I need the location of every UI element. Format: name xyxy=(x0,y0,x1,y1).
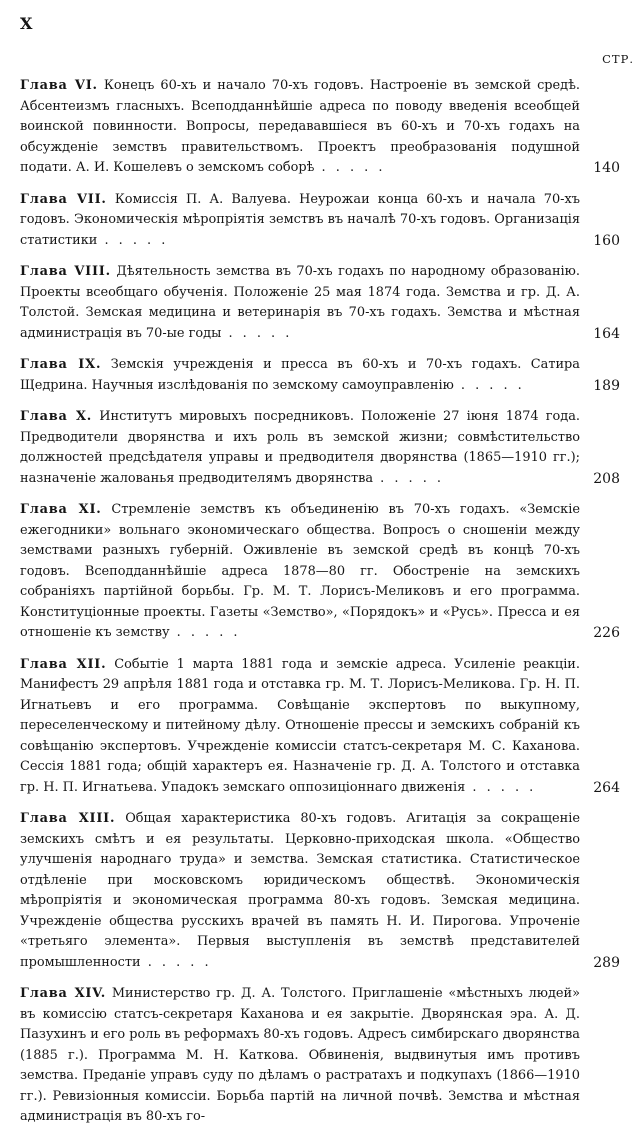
toc-entry xyxy=(20,984,620,1128)
chapter-label: Глава XII. xyxy=(20,656,107,672)
toc-entry xyxy=(20,76,620,179)
chapter-label: Глава VI. xyxy=(20,78,98,93)
chapter-summary: Конецъ 60-хъ и начало 70-хъ годовъ. Настроеніе въ земской средѣ. Абсентеизмъ гласныхъ. Всеподданнѣйшіе адреса по поводу введенія всеобщей воинской повинности. Вопросы, передававшіеся въ 60-хъ и 70-хъ годахъ на обсужденіе земствъ правительствомъ. Проектъ преобразованія подушной подати. А. И. Кошелевъ о земскомъ соборѣ xyxy=(20,78,580,175)
dot-leader: . . . . . xyxy=(97,232,169,248)
toc-entry xyxy=(20,355,620,396)
chapter-label: Глава IX. xyxy=(20,357,102,372)
dot-leader: . . . . . xyxy=(221,325,293,341)
chapter-summary: Комиссія П. А. Валуева. Неурожаи конца 60-хъ и начала 70-хъ годовъ. Экономическія мѣропріятія земствъ въ началѣ 70-хъ годовъ. Организація статистики xyxy=(20,191,580,248)
toc-entry xyxy=(20,262,620,344)
chapter-summary: Общая характеристика 80-хъ годовъ. Агитація за сокращеніе земскихъ смѣтъ и ея результаты. Церковно-приходская школа. «Общество улучшенія народнаго труда» и земства. Земская статистика. Статистическое отдѣленіе при московскомъ юридическомъ обществѣ. Экономическія мѣропріятія и экономическая программа 80-хъ годовъ. Земская медицина. Учрежденіе общества русскихъ врачей въ память Н. И. Пирогова. Упроченіе «третьяго элемента». Первыя выступленія въ земствѣ представителей промышленности xyxy=(20,811,580,970)
page-column-header: СТР. xyxy=(602,52,634,66)
toc-entry xyxy=(20,809,620,973)
toc-entry xyxy=(20,407,620,489)
chapter-page-number: 160 xyxy=(593,232,620,249)
dot-leader: . . . . . xyxy=(314,160,386,175)
dot-leader: . . . . . xyxy=(140,954,212,970)
toc-entry-text xyxy=(20,355,620,396)
chapter-page-number: 164 xyxy=(593,325,620,342)
chapter-summary: Стремленіе земствъ къ объединенію въ 70-хъ годахъ. «Земскіе ежегодники» вольнаго экономическаго общества. Вопросъ о сношеніи между земствами разныхъ губерній. Оживленіе въ земской средѣ въ концѣ 70-хъ годовъ. Всеподданнѣйшіе адреса 1878—80 гг. Обостреніе на земскихъ собраніяхъ партійной борьбы. Гр. М. Т. Лорисъ-Меликовъ и его программа. Конституціонные проекты. Газеты «Земство», «Порядокъ» и «Русь». Пресса и ея отношеніе къ земству xyxy=(20,502,580,640)
chapter-label: Глава XIV. xyxy=(20,986,107,1001)
chapter-summary: Событіе 1 марта 1881 года и земскіе адреса. Усиленіе реакціи. Манифестъ 29 апрѣля 1881 года и отставка гр. М. Т. Лорисъ-Меликова. Гр. Н. П. Игнатьевъ и его программа. Совѣщаніе экспертовъ по выкупному, переселенческому и питейному дѣлу. Отношеніе прессы и земскихъ собраній къ совѣщанію экспертовъ. Учрежденіе комиссіи статсъ-секретаря М. С. Каханова. Сессія 1881 года; общій характеръ ея. Назначеніе гр. Д. А. Толстого и отставка гр. Н. П. Игнатьева. Упадокъ земскаго оппозиціоннаго движенія xyxy=(20,656,581,795)
toc-entry-text xyxy=(20,809,620,973)
chapter-summary: Министерство гр. Д. А. Толстого. Приглашеніе «мѣстныхъ людей» въ комиссію статсъ-секретаря Каханова и ея закрытіе. Дворянская эра. А. Д. Пазухинъ и его роль въ реформахъ 80-хъ годовъ. Адресъ симбирскаго дворянства (1885 г.). Программа М. Н. Каткова. Обвиненія, выдвинутыя имъ противъ земства. Преданіе управъ суду по дѣламъ о растратахъ и подкупахъ (1866—1910 гг.). Ревизіонныя комиссіи. Борьба партій на личной почвѣ. Земства и мѣстная администрація въ 80-хъ го- xyxy=(20,986,580,1124)
chapter-label: Глава VIII. xyxy=(20,264,111,279)
dot-leader: . . . . . xyxy=(373,470,445,486)
chapter-page-number: 289 xyxy=(593,954,620,971)
toc-entry-text xyxy=(20,76,620,179)
toc-entry-text xyxy=(20,984,620,1128)
dot-leader: . . . . . xyxy=(453,377,525,393)
dot-leader: . . . . . xyxy=(465,779,537,795)
toc-entry xyxy=(20,655,620,799)
table-of-contents xyxy=(20,76,620,1139)
toc-entry xyxy=(20,500,620,644)
toc-entry-text xyxy=(20,655,620,799)
toc-entry xyxy=(20,190,620,252)
chapter-label: Глава XIII. xyxy=(20,811,116,826)
chapter-page-number: 226 xyxy=(593,625,620,641)
dot-leader: . . . . . xyxy=(169,625,241,640)
toc-entry-text xyxy=(20,407,620,489)
chapter-summary: Земскія учрежденія и пресса въ 60-хъ и 70-хъ годахъ. Сатира Щедрина. Научныя изслѣдованія по земскому самоуправленію xyxy=(20,357,580,393)
chapter-summary: Институтъ мировыхъ посредниковъ. Положеніе 27 іюня 1874 года. Предводители дворянства и ихъ роль въ земской жизни; совмѣстительство должностей предсѣдателя управы и предводителя дворянства (1865—1910 гг.); назначеніе жалованья предводителямъ дворянства xyxy=(20,409,580,486)
chapter-page-number: 140 xyxy=(593,160,620,176)
chapter-page-number: 264 xyxy=(593,779,620,796)
chapter-summary: Дѣятельность земства въ 70-хъ годахъ по народному образованію. Проекты всеобщаго обученія. Положеніе 25 мая 1874 года. Земства и гр. Д. А. Толстой. Земская медицина и ветеринарія въ 70-хъ годахъ. Земства и мѣстная администрація въ 70-ые годы xyxy=(20,264,580,341)
toc-entry-text xyxy=(20,190,620,252)
chapter-page-number: 189 xyxy=(593,377,620,394)
chapter-label: Глава X. xyxy=(20,409,93,424)
page-number: X xyxy=(20,14,34,33)
toc-entry-text xyxy=(20,262,620,344)
chapter-label: Глава VII. xyxy=(20,191,107,207)
chapter-page-number: 208 xyxy=(593,470,620,487)
chapter-label: Глава XI. xyxy=(20,502,102,517)
toc-entry-text xyxy=(20,500,620,644)
